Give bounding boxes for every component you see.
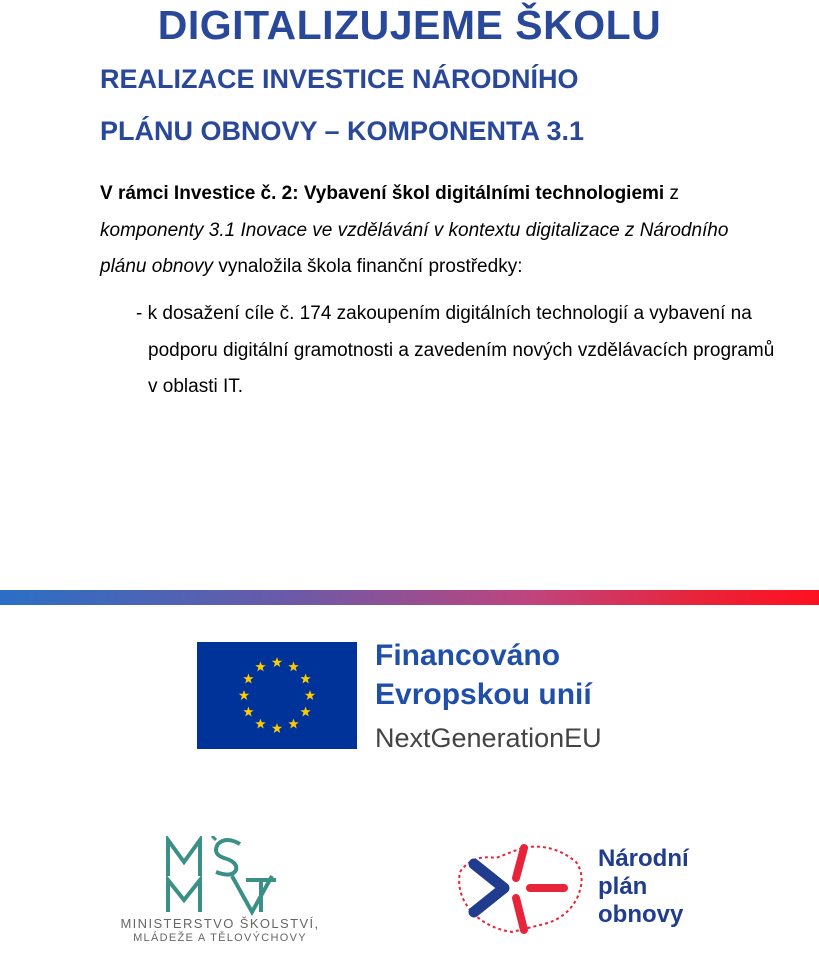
msmt-name-line-2: MLÁDEŽE A TĚLOVÝCHOVY [133, 932, 307, 944]
intro-paragraph [100, 176, 760, 286]
npo-logo-icon [452, 832, 592, 944]
npo-label-line-2: plán [598, 873, 648, 900]
subtitle-line-1: REALIZACE INVESTICE NÁRODNÍHO [100, 64, 579, 94]
subtitle-line-2: PLÁNU OBNOVY – KOMPONENTA 3.1 [100, 116, 585, 146]
npo-label-line-3: obnovy [598, 901, 684, 928]
gradient-divider [0, 590, 819, 605]
para-ending: vynaložila škola finanční prostředky: [213, 256, 523, 277]
investment-name: V rámci Investice č. 2: Vybavení škol digitálními technologiemi [100, 183, 665, 204]
component-name: komponenty 3.1 Inovace ve vzdělávání v kontextu digitalizace z Národního plánu obnovy [100, 219, 729, 277]
npo-label-line-1: Národní [598, 845, 689, 872]
para-connector: z [664, 183, 679, 204]
eu-nextgen-label: NextGenerationEU [375, 723, 602, 753]
msmt-name-line-1: MINISTERSTVO ŠKOLSTVÍ, [120, 916, 320, 931]
page-title: DIGITALIZUJEME ŠKOLU [157, 2, 662, 48]
eu-flag-icon [197, 642, 357, 749]
eu-funded-line-1: Financováno [375, 639, 561, 672]
msmt-logo-icon [160, 836, 280, 916]
bullet-item: - k dosažení cíle č. 174 zakoupením digitálních technologií a vybavení na podporu digitální gramotnosti a zavedením nových vzdělávacích programů v oblasti IT. [136, 303, 775, 397]
eu-funded-line-2: Evropskou unií [375, 678, 592, 711]
